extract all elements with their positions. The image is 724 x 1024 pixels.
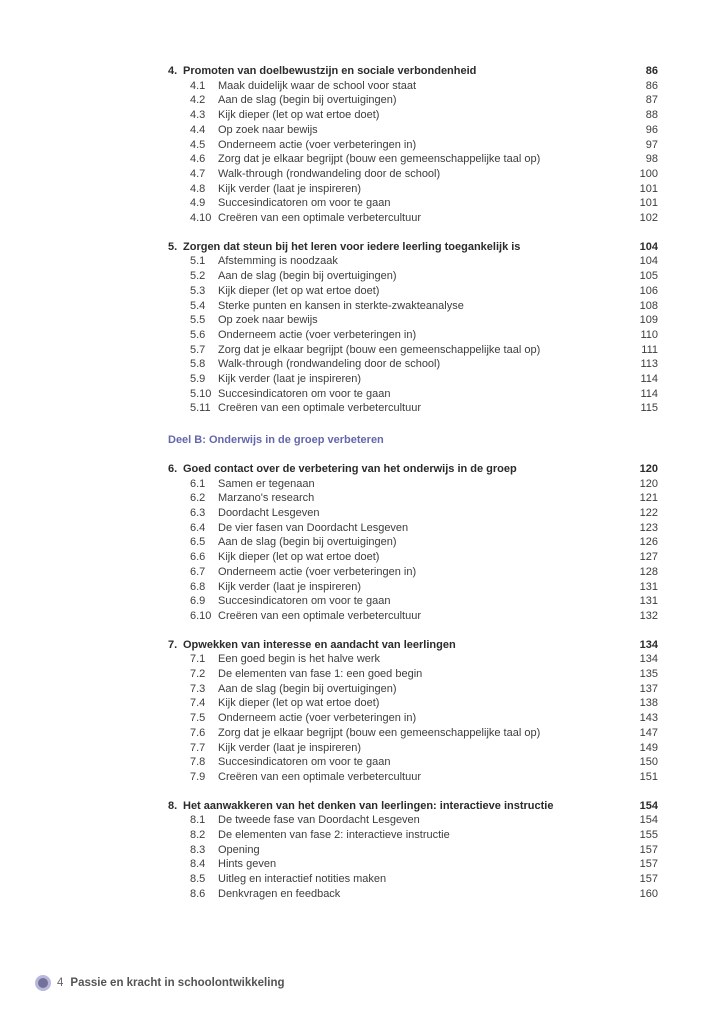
toc-entry-row	[168, 138, 658, 153]
toc-entry-row	[168, 357, 658, 372]
entry-title: Zorg dat je elkaar begrijpt (bouw een gemeenschappelijke taal op)	[218, 343, 541, 356]
entry-page-number: 98	[645, 153, 658, 166]
entry-number: 7.4	[190, 697, 206, 710]
entry-title: Succesindicatoren om voor te gaan	[218, 595, 391, 608]
toc-entry-row	[168, 372, 658, 387]
toc-entry-row	[168, 741, 658, 756]
toc-section	[168, 240, 658, 416]
entry-title: De vier fasen van Doordacht Lesgeven	[218, 521, 409, 534]
toc-entry-row	[168, 535, 658, 550]
entry-number: 7.3	[190, 682, 206, 695]
toc-entry-row	[168, 609, 658, 624]
entry-page-number: 120	[639, 477, 658, 490]
entry-page-number: 126	[639, 536, 658, 549]
entry-title: Aan de slag (begin bij overtuigingen)	[218, 536, 397, 549]
chapter-number: 7.	[168, 638, 178, 651]
toc-entry-row	[168, 580, 658, 595]
entry-page-number: 87	[645, 94, 658, 107]
toc-entry-row	[168, 726, 658, 741]
entry-page-number: 143	[639, 712, 658, 725]
entry-page-number: 135	[639, 668, 658, 681]
toc-entry-row	[168, 755, 658, 770]
entry-number: 4.1	[190, 79, 206, 92]
entry-number: 6.6	[190, 551, 206, 564]
toc-entry-row	[168, 313, 658, 328]
toc-entry-row	[168, 711, 658, 726]
entry-number: 7.1	[190, 653, 206, 666]
entry-page-number: 102	[639, 212, 658, 225]
toc-entry-row	[168, 491, 658, 506]
toc-entry-row	[168, 872, 658, 887]
entry-number: 4.9	[190, 197, 206, 210]
entry-page-number: 131	[639, 580, 658, 593]
entry-page-number: 149	[639, 741, 658, 754]
entry-title: Kijk dieper (let op wat ertoe doet)	[218, 551, 380, 564]
toc-chapter-row	[168, 462, 658, 477]
entry-title: Succesindicatoren om voor te gaan	[218, 756, 391, 769]
toc-entry-row	[168, 401, 658, 416]
entry-number: 4.2	[190, 94, 206, 107]
toc-section	[168, 638, 658, 785]
chapter-number: 6.	[168, 462, 178, 475]
toc-entry-row	[168, 813, 658, 828]
entry-number: 6.5	[190, 536, 206, 549]
entry-page-number: 115	[640, 402, 658, 415]
entry-number: 8.2	[190, 829, 206, 842]
entry-page-number: 113	[640, 358, 658, 371]
entry-title: Denkvragen en feedback	[218, 887, 341, 900]
toc-entry-row	[168, 299, 658, 314]
toc-entry-row	[168, 843, 658, 858]
toc-entry-row	[168, 123, 658, 138]
entry-title: Kijk verder (laat je inspireren)	[218, 580, 362, 593]
chapter-page-number: 86	[645, 65, 658, 77]
entry-page-number: 154	[639, 814, 658, 827]
entry-number: 4.3	[190, 109, 206, 122]
entry-title: Creëren van een optimale verbetercultuur	[218, 402, 422, 415]
toc-entry-row	[168, 857, 658, 872]
entry-number: 5.4	[190, 299, 206, 312]
footer-book-title: Passie en kracht in schoolontwikkeling	[70, 977, 285, 989]
chapter-number: 4.	[168, 65, 178, 77]
chapter-page-number: 134	[639, 638, 658, 651]
toc-chapter-row	[168, 64, 658, 79]
entry-title: De elementen van fase 1: een goed begin	[218, 668, 423, 681]
entry-page-number: 86	[645, 79, 658, 92]
toc-entry-row	[168, 667, 658, 682]
entry-title: Doordacht Lesgeven	[218, 506, 320, 519]
toc-entry-row	[168, 343, 658, 358]
entry-number: 8.3	[190, 843, 206, 856]
entry-number: 6.8	[190, 580, 206, 593]
entry-number: 7.5	[190, 712, 206, 725]
entry-number: 6.7	[190, 565, 206, 578]
entry-title: Maak duidelijk waar de school voor staat	[218, 79, 417, 92]
entry-title: Walk-through (rondwandeling door de school)	[218, 358, 441, 371]
toc-chapter-row	[168, 799, 658, 814]
entry-page-number: 123	[639, 521, 658, 534]
chapter-title: Promoten van doelbewustzijn en sociale verbondenheid	[183, 65, 477, 77]
entry-page-number: 110	[640, 328, 658, 341]
page-footer	[35, 975, 285, 991]
entry-page-number: 97	[645, 138, 658, 151]
chapter-page-number: 104	[639, 240, 658, 253]
entry-title: Creëren van een optimale verbetercultuur	[218, 609, 422, 622]
entry-number: 6.2	[190, 492, 206, 505]
footer-page-number: 4	[57, 977, 64, 989]
entry-number: 4.10	[190, 212, 212, 225]
entry-number: 5.2	[190, 270, 206, 283]
entry-number: 6.3	[190, 506, 206, 519]
entry-page-number: 106	[639, 284, 658, 297]
entry-number: 4.7	[190, 167, 206, 180]
toc-entry-row	[168, 550, 658, 565]
entry-title: Op zoek naar bewijs	[218, 314, 318, 327]
toc-section	[168, 462, 658, 624]
entry-page-number: 122	[639, 506, 658, 519]
entry-title: Succesindicatoren om voor te gaan	[218, 197, 391, 210]
entry-number: 5.5	[190, 314, 206, 327]
entry-number: 5.10	[190, 387, 212, 400]
toc-chapter-row	[168, 240, 658, 255]
toc-entry-row	[168, 269, 658, 284]
part-heading: Deel B: Onderwijs in de groep verbeteren	[168, 434, 384, 447]
entry-page-number: 137	[639, 682, 658, 695]
entry-page-number: 128	[639, 565, 658, 578]
entry-number: 8.6	[190, 887, 206, 900]
entry-page-number: 134	[639, 653, 658, 666]
entry-page-number: 88	[645, 109, 658, 122]
entry-title: De elementen van fase 2: interactieve instructie	[218, 829, 450, 842]
toc-entry-row	[168, 328, 658, 343]
toc-entry-row	[168, 284, 658, 299]
entry-title: Zorg dat je elkaar begrijpt (bouw een gemeenschappelijke taal op)	[218, 153, 541, 166]
entry-number: 5.6	[190, 328, 206, 341]
entry-title: Onderneem actie (voer verbeteringen in)	[218, 328, 417, 341]
entry-page-number: 101	[639, 197, 658, 210]
toc-entry-row	[168, 682, 658, 697]
entry-title: Kijk verder (laat je inspireren)	[218, 741, 362, 754]
entry-page-number: 157	[639, 843, 658, 856]
entry-number: 5.7	[190, 343, 206, 356]
entry-number: 4.6	[190, 153, 206, 166]
entry-title: Opening	[218, 843, 260, 856]
entry-title: Sterke punten en kansen in sterkte-zwakteanalyse	[218, 299, 464, 312]
chapter-number: 8.	[168, 799, 178, 812]
entry-page-number: 101	[639, 182, 658, 195]
entry-title: Zorg dat je elkaar begrijpt (bouw een gemeenschappelijke taal op)	[218, 726, 541, 739]
entry-title: Hints geven	[218, 858, 277, 871]
toc-entry-row	[168, 887, 658, 902]
toc-entry-row	[168, 828, 658, 843]
toc-entry-row	[168, 652, 658, 667]
toc-entry-row	[168, 167, 658, 182]
chapter-number: 5.	[168, 240, 178, 253]
chapter-title: Opwekken van interesse en aandacht van leerlingen	[183, 638, 456, 651]
entry-page-number: 114	[640, 387, 658, 400]
entry-page-number: 147	[639, 726, 658, 739]
entry-title: Samen er tegenaan	[218, 477, 315, 490]
toc-chapter-row	[168, 638, 658, 653]
chapter-title: Goed contact over de verbetering van het onderwijs in de groep	[183, 462, 517, 475]
entry-title: Afstemming is noodzaak	[218, 255, 338, 268]
entry-title: Kijk verder (laat je inspireren)	[218, 373, 362, 386]
toc-entry-row	[168, 196, 658, 211]
entry-number: 8.4	[190, 858, 206, 871]
entry-title: Onderneem actie (voer verbeteringen in)	[218, 712, 417, 725]
entry-page-number: 160	[639, 887, 658, 900]
entry-number: 6.4	[190, 521, 206, 534]
toc-entry-row	[168, 93, 658, 108]
entry-page-number: 132	[639, 609, 658, 622]
chapter-page-number: 154	[639, 799, 658, 812]
toc-entry-row	[168, 108, 658, 123]
table-of-contents	[168, 64, 658, 902]
toc-entry-row	[168, 770, 658, 785]
entry-page-number: 150	[639, 756, 658, 769]
entry-number: 7.6	[190, 726, 206, 739]
chapter-page-number: 120	[639, 462, 658, 475]
entry-title: Creëren van een optimale verbetercultuur	[218, 212, 422, 225]
entry-title: Op zoek naar bewijs	[218, 123, 318, 136]
toc-entry-row	[168, 594, 658, 609]
toc-entry-row	[168, 387, 658, 402]
entry-number: 8.1	[190, 814, 206, 827]
toc-entry-row	[168, 211, 658, 226]
entry-page-number: 104	[639, 255, 658, 268]
entry-page-number: 111	[641, 343, 658, 356]
entry-title: Aan de slag (begin bij overtuigingen)	[218, 94, 397, 107]
entry-page-number: 96	[645, 123, 658, 136]
entry-title: Aan de slag (begin bij overtuigingen)	[218, 270, 397, 283]
entry-page-number: 157	[639, 873, 658, 886]
entry-page-number: 121	[639, 492, 658, 505]
toc-entry-row	[168, 696, 658, 711]
entry-title: Aan de slag (begin bij overtuigingen)	[218, 682, 397, 695]
entry-number: 6.10	[190, 609, 212, 622]
entry-number: 7.2	[190, 668, 206, 681]
entry-title: Succesindicatoren om voor te gaan	[218, 387, 391, 400]
entry-number: 7.7	[190, 741, 206, 754]
entry-page-number: 127	[639, 551, 658, 564]
entry-page-number: 155	[639, 829, 658, 842]
entry-page-number: 138	[639, 697, 658, 710]
entry-page-number: 114	[640, 373, 658, 386]
toc-entry-row	[168, 254, 658, 269]
entry-title: Kijk dieper (let op wat ertoe doet)	[218, 284, 380, 297]
toc-entry-row	[168, 477, 658, 492]
entry-page-number: 131	[639, 595, 658, 608]
entry-number: 6.9	[190, 595, 206, 608]
toc-entry-row	[168, 152, 658, 167]
entry-number: 7.9	[190, 770, 206, 783]
entry-title: Walk-through (rondwandeling door de school)	[218, 167, 441, 180]
entry-title: De tweede fase van Doordacht Lesgeven	[218, 814, 420, 827]
entry-title: Kijk dieper (let op wat ertoe doet)	[218, 109, 380, 122]
entry-number: 4.8	[190, 182, 206, 195]
entry-page-number: 105	[639, 270, 658, 283]
entry-number: 5.1	[190, 255, 206, 268]
toc-section	[168, 799, 658, 902]
entry-title: Marzano's research	[218, 492, 315, 505]
entry-page-number: 100	[639, 167, 658, 180]
bullet-target-icon	[35, 975, 51, 991]
toc-entry-row	[168, 521, 658, 536]
entry-title: Onderneem actie (voer verbeteringen in)	[218, 565, 417, 578]
chapter-title: Zorgen dat steun bij het leren voor iedere leerling toegankelijk is	[183, 240, 521, 253]
toc-section	[168, 64, 658, 226]
entry-title: Creëren van een optimale verbetercultuur	[218, 770, 422, 783]
entry-number: 5.9	[190, 373, 206, 386]
entry-page-number: 157	[639, 858, 658, 871]
entry-page-number: 109	[639, 314, 658, 327]
entry-page-number: 108	[639, 299, 658, 312]
toc-entry-row	[168, 182, 658, 197]
entry-number: 5.11	[190, 402, 211, 415]
entry-number: 5.3	[190, 284, 206, 297]
toc-entry-row	[168, 506, 658, 521]
chapter-title: Het aanwakkeren van het denken van leerlingen: interactieve instructie	[183, 799, 554, 812]
entry-title: Uitleg en interactief notities maken	[218, 873, 387, 886]
entry-title: Onderneem actie (voer verbeteringen in)	[218, 138, 417, 151]
entry-number: 5.8	[190, 358, 206, 371]
entry-page-number: 151	[639, 770, 658, 783]
entry-number: 8.5	[190, 873, 206, 886]
entry-number: 4.5	[190, 138, 206, 151]
entry-number: 6.1	[190, 477, 206, 490]
entry-title: Kijk dieper (let op wat ertoe doet)	[218, 697, 380, 710]
toc-entry-row	[168, 79, 658, 94]
entry-title: Kijk verder (laat je inspireren)	[218, 182, 362, 195]
toc-entry-row	[168, 565, 658, 580]
entry-number: 4.4	[190, 123, 206, 136]
entry-number: 7.8	[190, 756, 206, 769]
entry-title: Een goed begin is het halve werk	[218, 653, 381, 666]
